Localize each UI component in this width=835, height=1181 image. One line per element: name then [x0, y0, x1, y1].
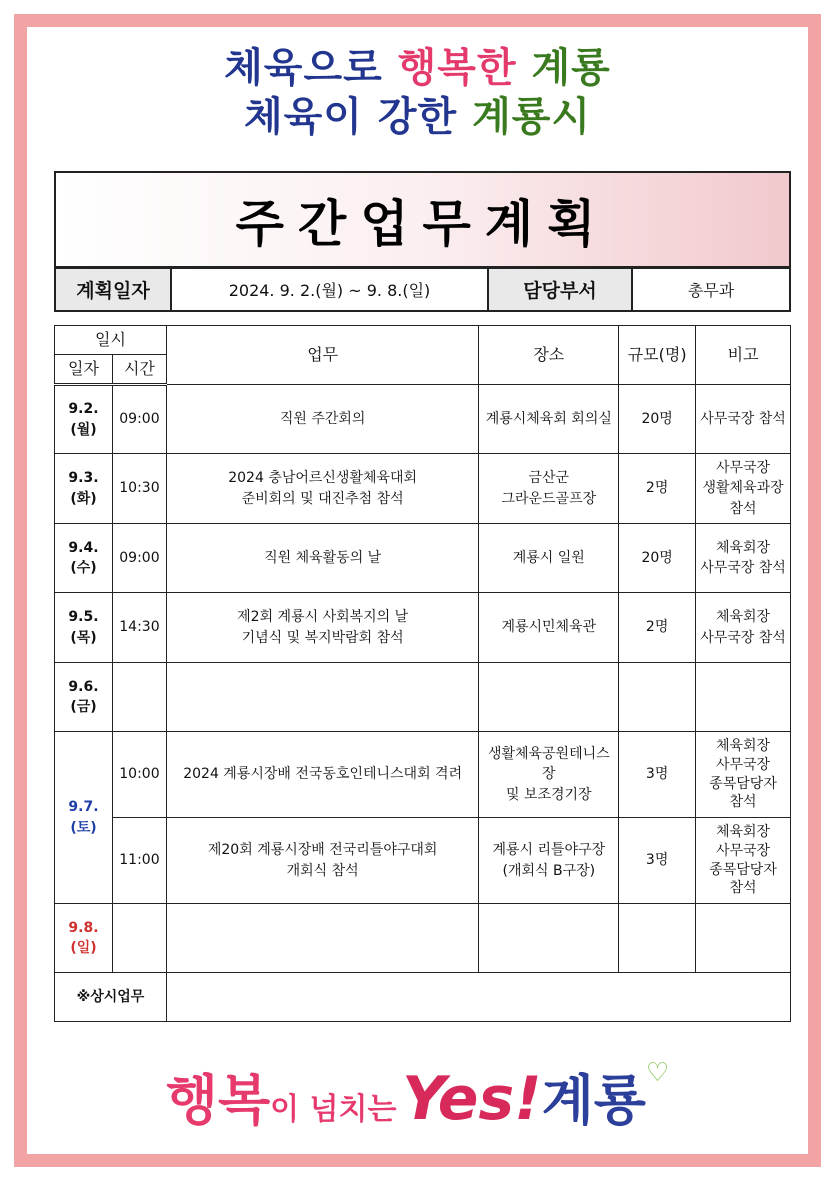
row-task: 직원 체육활동의 날 — [166, 524, 478, 593]
row-scale — [619, 663, 696, 732]
row-date: 9.6. (금) — [55, 663, 113, 732]
table-row — [55, 663, 791, 732]
row-task: 직원 주간회의 — [166, 385, 478, 454]
row-scale: 20명 — [619, 385, 696, 454]
row-time: 10:00 — [112, 732, 166, 818]
header-datetime: 일시 — [55, 326, 167, 355]
heart-icon: ♡ — [645, 1058, 670, 1088]
row-place: 계룡시 일원 — [479, 524, 619, 593]
slogan-line-1: 체육으로 행복한 계룡 — [224, 45, 611, 91]
header-time: 시간 — [112, 355, 166, 385]
row-note: 사무국장 참석 — [696, 385, 791, 454]
row-place: 계룡시 리틀야구장 (개회식 B구장) — [479, 818, 619, 904]
row-place — [479, 663, 619, 732]
info-table — [54, 267, 791, 312]
row-note: 체육회장 사무국장 종목담당자 참석 — [696, 732, 791, 818]
row-date: 9.7. (토) — [55, 732, 113, 904]
row-time — [112, 904, 166, 973]
header-scale: 규모(명) — [619, 326, 696, 385]
row-scale: 3명 — [619, 732, 696, 818]
row-note: 사무국장 생활체육과장 참석 — [696, 454, 791, 524]
row-time: 09:00 — [112, 524, 166, 593]
schedule-table — [54, 325, 791, 1022]
row-task: 2024 충남어르신생활체육대회 준비회의 및 대진추첨 참석 — [166, 454, 478, 524]
table-row — [55, 524, 791, 593]
header-note: 비고 — [696, 326, 791, 385]
dept-label: 담당부서 — [488, 268, 632, 311]
row-task — [166, 663, 478, 732]
row-time: 09:00 — [112, 385, 166, 454]
row-place: 계룡시민체육관 — [479, 593, 619, 663]
plan-date-label: 계획일자 — [55, 268, 171, 311]
dept-value: 총무과 — [632, 268, 790, 311]
row-note — [696, 663, 791, 732]
footer-slogan: 행복이 넘치는 Yes!계룡♡ — [165, 1058, 670, 1134]
table-row — [55, 593, 791, 663]
row-time: 14:30 — [112, 593, 166, 663]
row-scale: 2명 — [619, 593, 696, 663]
header-task: 업무 — [166, 326, 478, 385]
row-task — [166, 904, 478, 973]
row-scale: 2명 — [619, 454, 696, 524]
row-place — [479, 904, 619, 973]
header-date: 일자 — [55, 355, 113, 385]
regular-tasks-value — [166, 973, 790, 1022]
plan-date-value: 2024. 9. 2.(월) ~ 9. 8.(일) — [171, 268, 488, 311]
row-task: 제2회 계룡시 사회복지의 날 기념식 및 복지박람회 참석 — [166, 593, 478, 663]
table-row — [55, 385, 791, 454]
document-title: 주간업무계획 — [235, 194, 610, 253]
row-time: 10:30 — [112, 454, 166, 524]
row-place: 생활체육공원테니스장 및 보조경기장 — [479, 732, 619, 818]
row-place: 계룡시체육회 회의실 — [479, 385, 619, 454]
row-note — [696, 904, 791, 973]
row-date: 9.5. (목) — [55, 593, 113, 663]
row-note: 체육회장 사무국장 참석 — [696, 524, 791, 593]
row-date: 9.3. (화) — [55, 454, 113, 524]
table-row — [55, 818, 791, 904]
table-row — [55, 732, 791, 818]
table-row — [55, 904, 791, 973]
table-row — [55, 454, 791, 524]
row-scale — [619, 904, 696, 973]
row-date: 9.2. (월) — [55, 385, 113, 454]
slogan-line-2: 체육이 강한 계룡시 — [244, 94, 591, 140]
row-date: 9.4. (수) — [55, 524, 113, 593]
row-time: 11:00 — [112, 818, 166, 904]
regular-tasks-label: ※상시업무 — [55, 973, 167, 1022]
row-task: 제20회 계룡시장배 전국리틀야구대회 개회식 참석 — [166, 818, 478, 904]
row-time — [112, 663, 166, 732]
row-date: 9.8. (일) — [55, 904, 113, 973]
header-place: 장소 — [479, 326, 619, 385]
row-place: 금산군 그라운드골프장 — [479, 454, 619, 524]
row-task: 2024 계룡시장배 전국동호인테니스대회 격려 — [166, 732, 478, 818]
row-note: 체육회장 사무국장 종목담당자 참석 — [696, 818, 791, 904]
row-scale: 3명 — [619, 818, 696, 904]
row-note: 체육회장 사무국장 참석 — [696, 593, 791, 663]
table-row — [55, 973, 791, 1022]
document-title-box — [54, 171, 791, 268]
row-scale: 20명 — [619, 524, 696, 593]
